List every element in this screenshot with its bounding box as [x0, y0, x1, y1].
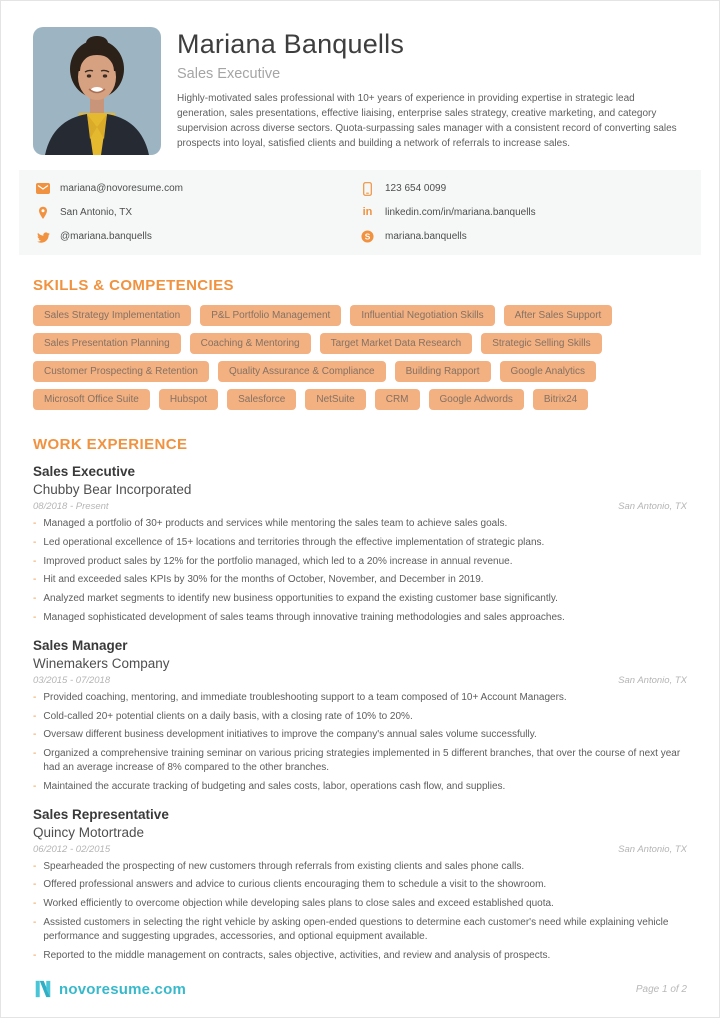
bullet-text: Analyzed market segments to identify new business opportunities to expand the existing customer base significantly.: [43, 593, 558, 605]
job-entry: [33, 638, 687, 794]
bullet-dash: -: [33, 691, 37, 703]
job-bullet: [33, 878, 687, 892]
bullet-dash: -: [33, 898, 37, 910]
bullet-text: Managed sophisticated development of sales teams through innovative training methodologies and sales approaches.: [43, 611, 565, 623]
bullet-dash: -: [33, 860, 37, 872]
skill-tag: Microsoft Office Suite: [33, 389, 150, 410]
bullet-dash: -: [33, 518, 37, 529]
email-icon: [35, 181, 50, 196]
bullet-dash: -: [33, 879, 37, 891]
bullet-text: Offered professional answers and advice to curious clients encouraging them to schedule a visit to the showroom.: [43, 879, 547, 891]
job-bullet: [33, 573, 687, 587]
skill-tag: Salesforce: [227, 389, 296, 410]
contact-location: [35, 205, 360, 220]
bullet-text: Provided coaching, mentoring, and immediate troubleshooting support to a team composed of 10+ Account Managers.: [43, 691, 567, 703]
contact-linkedin-value: linkedin.com/in/mariana.banquells: [385, 207, 536, 218]
location-pin-icon: [35, 205, 50, 220]
skill-tag: Quality Assurance & Compliance: [218, 361, 386, 382]
job-bullet: [33, 728, 687, 742]
skills-tag-list: [33, 305, 687, 410]
job-bullet: [33, 691, 687, 705]
job-bullet: [33, 592, 687, 606]
contact-location-value: San Antonio, TX: [60, 207, 133, 218]
profile-photo-illustration: [33, 27, 161, 155]
skill-tag: After Sales Support: [504, 305, 613, 326]
job-dates: 06/2012 - 02/2015: [33, 843, 111, 855]
job-bullet: [33, 860, 687, 874]
profile-photo: [33, 27, 161, 155]
bullet-text: Spearheaded the prospecting of new customers through referrals from existing clients and sales phone calls.: [43, 860, 525, 872]
skill-tag: Sales Presentation Planning: [33, 333, 181, 354]
experience-section: [1, 436, 719, 962]
bullet-dash: -: [33, 780, 37, 792]
bullet-text: Assisted customers in selecting the right vehicle by asking open-ended questions to determine each customer's need while explaining vehicle performance and suggesting upgrades, accessories, and optional equipment available.: [43, 916, 669, 942]
novoresume-logo-icon: [33, 979, 53, 999]
skill-tag: NetSuite: [305, 389, 365, 410]
job-bullet: [33, 897, 687, 911]
contact-phone: [360, 181, 685, 196]
bullet-text: Worked efficiently to overcome objection while developing sales plans to close sales and exceed established quota.: [43, 898, 554, 910]
job-meta: [33, 844, 687, 855]
job-meta: [33, 675, 687, 686]
skill-tag: Sales Strategy Implementation: [33, 305, 191, 326]
contact-strip: [19, 170, 701, 255]
header-text: [177, 27, 687, 155]
skill-tag: Hubspot: [159, 389, 218, 410]
bullet-dash: -: [33, 729, 37, 741]
bullet-dash: -: [33, 611, 37, 623]
job-bullet: [33, 916, 687, 944]
job-bullet: [33, 780, 687, 794]
skill-tag: Bitrix24: [533, 389, 588, 410]
job-location: San Antonio, TX: [618, 501, 687, 512]
bullet-dash: -: [33, 555, 37, 567]
job-bullet: [33, 517, 687, 531]
linkedin-icon: in: [362, 206, 373, 218]
job-bullet: [33, 536, 687, 550]
skill-tag: Target Market Data Research: [320, 333, 473, 354]
phone-icon: [360, 181, 375, 196]
bullet-text: Improved product sales by 12% for the portfolio managed, which led to a 20% increase in annual revenue.: [43, 555, 513, 567]
job-bullet: [33, 747, 687, 775]
job-title: Sales Representative: [33, 806, 169, 822]
job-entry: [33, 807, 687, 963]
job-bullets: [33, 517, 687, 625]
job-location: San Antonio, TX: [618, 674, 687, 686]
bullet-dash: -: [33, 949, 37, 961]
job-title: Sales Executive: [33, 464, 136, 479]
bullet-text: Led operational excellence of 15+ locations and territories through the effective implementation of strategic plans.: [43, 536, 545, 548]
bullet-dash: -: [33, 710, 37, 722]
skill-tag: Google Adwords: [429, 389, 524, 410]
bullet-dash: -: [33, 593, 37, 605]
contact-email: [35, 181, 360, 196]
job-title: Sales Manager: [33, 637, 128, 653]
skills-heading: SKILLS & COMPETENCIES: [33, 277, 234, 294]
job-dates: 03/2015 - 07/2018: [33, 674, 111, 686]
page-number: Page 1 of 2: [635, 983, 687, 995]
job-dates: 08/2018 - Present: [33, 501, 109, 512]
job-bullet: [33, 949, 687, 963]
bullet-text: Oversaw different business development initiatives to improve the company's annual sales volume successfully.: [43, 729, 537, 741]
skill-tag: P&L Portfolio Management: [200, 305, 341, 326]
contact-email-value: mariana@novoresume.com: [60, 183, 183, 194]
skill-tag: Building Rapport: [395, 361, 491, 382]
brand-link[interactable]: [33, 979, 186, 999]
contact-twitter-value: @mariana.banquells: [60, 231, 152, 242]
contact-linkedin: [360, 205, 685, 220]
job-meta: [33, 501, 687, 512]
job-company: Quincy Motortrade: [33, 824, 145, 840]
job-bullet: [33, 555, 687, 569]
job-entry: [33, 464, 687, 625]
skills-section: [1, 277, 719, 410]
profile-summary: Highly-motivated sales professional with 10+ years of experience in providing expertise in strategic lead generation, sales presentations, effective liaising, enterprise sales strategy, creative marketing, and category supervision across diverse sectors. Quota-surpassing sales manager with a consistent record of converting sales prospects into loyal, satisfied clients and building a network of referrals to increase sales.: [177, 93, 677, 149]
footer: [33, 979, 687, 999]
bullet-text: Hit and exceeded sales KPIs by 30% for the months of October, November, and December in 2019.: [43, 574, 484, 586]
jobs-list: [33, 464, 687, 962]
bullet-text: Reported to the middle management on contracts, sales objective, activities, and review and analysis of prospects.: [43, 949, 551, 961]
skill-tag: Influential Negotiation Skills: [350, 305, 494, 326]
bullet-dash: -: [33, 916, 37, 928]
bullet-text: Maintained the accurate tracking of budgeting and sales costs, labor, operations cash flow, and supplies.: [43, 780, 506, 792]
twitter-icon: [35, 229, 50, 244]
job-location: San Antonio, TX: [618, 843, 687, 855]
person-name: Mariana Banquells: [177, 29, 405, 59]
contact-skype: [360, 229, 685, 244]
skype-icon: [360, 229, 375, 244]
skill-tag: Google Analytics: [500, 361, 597, 382]
person-job-title: Sales Executive: [177, 66, 281, 82]
contact-twitter: [35, 229, 360, 244]
bullet-dash: -: [33, 536, 37, 548]
contact-phone-value: 123 654 0099: [385, 183, 447, 194]
job-company: Winemakers Company: [33, 655, 170, 671]
skill-tag: Customer Prospecting & Retention: [33, 361, 209, 382]
experience-heading: WORK EXPERIENCE: [33, 436, 188, 453]
skill-tag: CRM: [375, 389, 420, 410]
header: [1, 1, 719, 155]
bullet-text: Managed a portfolio of 30+ products and services while mentoring the sales team to achieve sales goals.: [43, 518, 508, 529]
job-bullets: [33, 860, 687, 963]
bullet-dash: -: [33, 748, 37, 760]
contact-skype-value: mariana.banquells: [385, 231, 467, 242]
skill-tag: Strategic Selling Skills: [481, 333, 601, 354]
bullet-dash: -: [33, 574, 37, 586]
job-company: Chubby Bear Incorporated: [33, 482, 192, 497]
brand-text: novoresume.com: [59, 980, 187, 998]
bullet-text: Organized a comprehensive training seminar on various pricing strategies implemented in 5 different branches, that over the course of next year had an average increase of 8% compared to the other branches.: [43, 748, 681, 773]
bullet-text: Cold-called 20+ potential clients on a daily basis, with a closing rate of 10% to 20%.: [43, 710, 413, 722]
skill-tag: Coaching & Mentoring: [190, 333, 311, 354]
svg-text:S: S: [364, 231, 371, 242]
job-bullets: [33, 691, 687, 794]
job-bullet: [33, 710, 687, 724]
job-bullet: [33, 611, 687, 625]
